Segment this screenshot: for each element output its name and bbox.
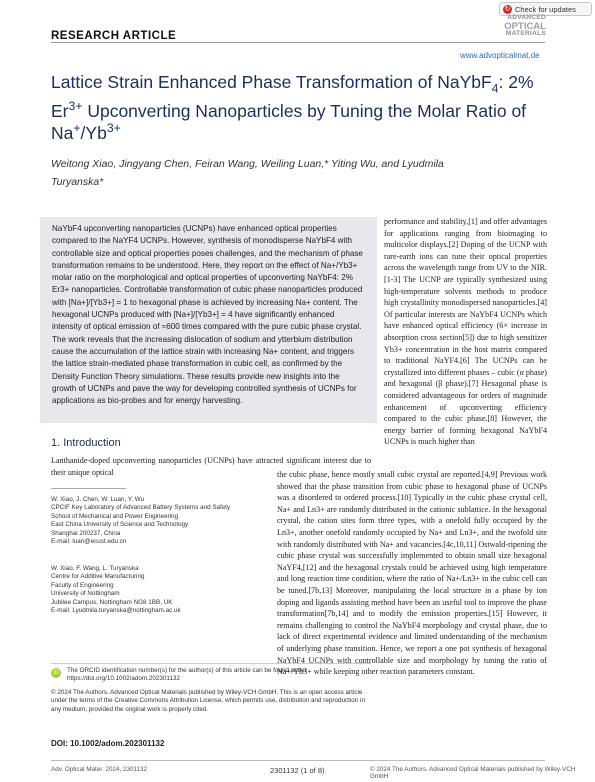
- affil1-line: School of Mechanical and Power Engineering: [51, 512, 179, 520]
- affil2-line: Faculty of Engineering: [51, 581, 114, 589]
- doi[interactable]: DOI: 10.1002/adom.202301132: [51, 739, 165, 748]
- affil2-line: University of Nottingham: [51, 590, 120, 598]
- affil1-line: W. Xiao, J. Chen, W. Luan, Y. Wu: [51, 496, 145, 503]
- affil2-email[interactable]: E-mail: Lyudmila.turyanska@nottingham.ac.uk: [51, 607, 181, 615]
- journal-logo: [490, 15, 546, 38]
- footer-page: 2301132 (1 of 8): [270, 766, 325, 775]
- article-title: Lattice Strain Enhanced Phase Transformation of NaYbF$_4$: 2% $Er^{3+}$ Upconverting Nanoparticles by Tuning the Molar Ratio of $Na^+/Yb^{3+}$: [51, 72, 534, 143]
- affil2-line: Centre for Additive Manufacturing: [51, 573, 145, 581]
- affil1-line: East China University of Science and Technology: [51, 521, 189, 529]
- logo-line1: ADVANCED: [507, 14, 546, 21]
- author-list: Weitong Xiao, Jingyang Chen, Feiran Wang, Weiling Luan,* Yiting Wu, and Lyudmila Turyanska*: [51, 158, 444, 188]
- orcid-text[interactable]: The ORCID identification number(s) for the author(s) of this article can be found under https://doi.org/10.1002/adom.202301132: [67, 667, 307, 683]
- logo-line2: OPTICAL: [504, 20, 546, 32]
- intro-heading: 1. Introduction: [51, 437, 121, 449]
- body-wide-text: [277, 469, 547, 751]
- intro-paragraph: Lanthanide-doped upconverting nanoparticles (UCNPs) have attracted significant interest due to their unique optical: [51, 456, 371, 477]
- license-note: © 2024 The Authors. Advanced Optical Materials published by Wiley-VCH GmbH. This is an open access article under the terms of the Creative Commons Attribution License, which permits use, distribution and reproduction in any medium, provided the original work is properly cited.: [51, 689, 365, 713]
- footer-divider: [51, 760, 545, 761]
- logo-line3: MATERIALS: [505, 30, 546, 37]
- affil2-line: W. Xiao, F. Wang, L. Turyanska: [51, 565, 139, 572]
- badge-label: Check for updates: [515, 4, 576, 14]
- affil2-line: Jubilee Campus, Nottingham NG8 1BB, UK: [51, 598, 173, 606]
- affil1-email[interactable]: E-mail: luan@ecust.edu.cn: [51, 538, 127, 546]
- orcid-icon: iD: [51, 668, 61, 678]
- abstract-box: NaYbF4 upconverting nanoparticles (UCNPs) have enhanced optical properties compared to the NaYF4 UCNPs. However, synthesis of monodisperse NaYbF4 with controllable size and optical properties poses challenges, and the mechanism of phase transformation remains to be understood. Here, they report on the effect of Na+/Yb3+ molar ratio on the morphological and optical properties of upconverting NaYbF4: 2% Er3+ nanoparticles. Controllable transformation of cubic phase nanoparticles produced with [Na+]/[Yb3+] = 1 to hexagonal phase is achieved by increasing Na+ content. The hexagonal UCNPs produced with [Na+]/[Yb3+] = 4 have significantly enhanced intensity of optical emission of ≈600 times compared with the pure cubic phase crystal. The work reveals that the increasing dislocation of sodium and ytterbium distribution cause the accumulation of the lattice strain with increasing Na+ content, and triggers the lattice strain-mediated phase transformation in cubic cell, as confirmed by the Density Function Theory simulations. These results provide new insights into the growth of UCNPs and pave the way for developing controlled synthesis of UCNPs for applications as bio-probes and for energy harvesting.: [40, 217, 377, 423]
- affil1-line: CPCIF Key Laboratory of Advanced Battery Systems and Safety: [51, 504, 231, 512]
- body-wide-span: the cubic phase, hence mostly small cubic crystal are reported.[4,9] Previous work showed that the phase transition from cubic phase to hexagonal phase of UCNPs was a disordered to ordered process.[10] Typically in the cubic phase crystal cell, Na+ and Ln3+ are randomly distributed in the cationic sublattice. In the hexagonal crystal, the cation sites form three types, with a onefold fully occupied by the Ln3+, another onefold randomly occupied by Na+ and Ln3+, and the twofold site with randomly distributed with Na+ and vacancies.[4c,10,11] Ostwald-ripening the cubic phase crystal was successfully implemented to obtain small size hexagonal NaYF4,[12] and the hexagonal crystals could be achieved using high temperature and long reaction time condition, where the ratio of Na+/Ln3+ in the cubic cell can be tuned.[7b,13] Moreover, manipulating the local structure in a phase by ion doping and ligands assisting method have been an useful tool to improve the phase transformation[7b,14] and to modify the emission properties.[15] However, it remains challenging to control the NaYbF4 morphology and crystal phase, due to lack of direct experimental evidence and limited understanding of the mechanism of underlying phase transition. Hence, we report a one pot synthesis of hexagonal NaYbF4 UCNPs with controllable size and morphology by tuning the ratio of Na+/Yb3+ while keeping other reaction parameters constant.: [277, 470, 547, 677]
- section-label: RESEARCH ARTICLE: [51, 30, 177, 42]
- footer-copyright: © 2024 The Authors. Advanced Optical Materials published by Wiley-VCH GmbH: [370, 766, 576, 780]
- footer-citation: Adv. Optical Mater. 2024, 2301132: [51, 766, 148, 773]
- right-column-text: performance and stability,[1] and offer advantages for applications ranging from bioimaging to multicolor displays.[2] Doping of the UCNP with rare-earth ions can tune their optical properties across the wavelength range from UV to the NIR.[1-3] The UCNP are typically synthesized using high-temperature solvents methods to produce high crystallinity monodispersed nanoparticles.[4] Of particular interests are NaYbF4 UCNPs which have enhanced optical efficiency (6× increase in absorption cross section[5]) due to high sensitizer Yb3+ concentration in the host matrix compared to traditional NaYF4.[6] The UCNPs can be crystallized into different phases – cubic (α phase) and hexagonal (β phase).[7] Hexagonal phase is considered advantageous for orders of magnitude enhancement of upconverting efficiency compared to the cubic phase.[8] However, the energy barrier of forming hexagonal NaYbF4 UCNPs is much higher than: [384, 217, 547, 447]
- affiliation-divider: [51, 488, 126, 489]
- affil1-line: Shanghai 200237, China: [51, 529, 121, 537]
- journal-url[interactable]: www.advopticalmat.de: [460, 51, 540, 60]
- update-icon: ↻: [504, 5, 511, 13]
- header-divider: [51, 42, 545, 43]
